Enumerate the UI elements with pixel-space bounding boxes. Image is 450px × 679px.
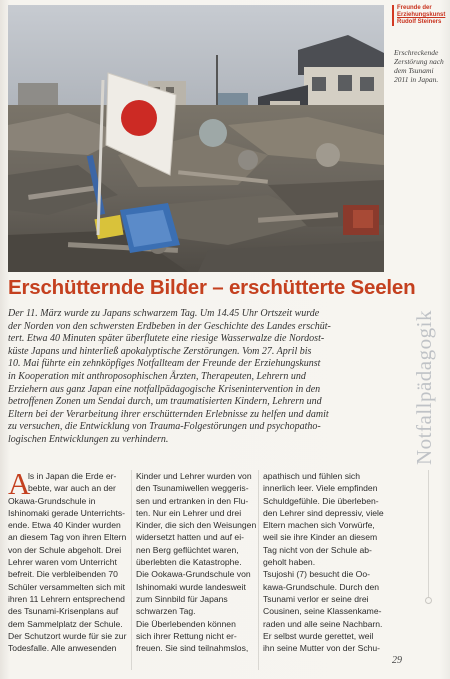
body-column-3 xyxy=(263,470,384,654)
body-line: des Tsunami-Krisenplans auf xyxy=(8,606,119,617)
caption-line: Erschreckende xyxy=(394,48,439,57)
logo-line-2: Erziehungskunst xyxy=(397,12,446,18)
section-label: Notfallpädagogik xyxy=(412,310,436,465)
lead-line: der Norden von den schwersten Erdbeben in der Geschichte des Landes erschüt- xyxy=(8,320,331,332)
lead-line: 10. Mai führte ein zehnköpfiges Notfallteam der Freunde der Erziehungskunst xyxy=(8,358,321,370)
body-line: den Lehrer sind depressiv, viele xyxy=(263,507,384,518)
decorative-rule xyxy=(428,470,429,600)
body-line: innerlich leer. Viele empfinden xyxy=(263,483,378,494)
body-line: Schüler versammelten sich mit xyxy=(8,581,126,592)
body-line: ls in Japan die Erde er- xyxy=(28,471,117,481)
body-line: Der Schutzort wurde für sie zur xyxy=(8,630,127,641)
lead-line: küste Japans und hinterließ apokalyptische Zerstörungen. Vom 27. April bis xyxy=(8,345,312,357)
article-headline: Erschütternde Bilder – erschütterte Seelen xyxy=(8,276,416,299)
lead-line: in Kooperation mit anthroposophischen Ärzten, Therapeuten, Lehrern und xyxy=(8,370,306,382)
body-line: überlebten die Katastrophe. xyxy=(136,557,242,568)
body-line: geholt haben. xyxy=(263,557,316,568)
body-line: Okawa-Grundschule in xyxy=(8,495,96,506)
column-divider xyxy=(131,470,132,670)
lead-paragraph xyxy=(8,308,385,447)
body-line: apathisch und fühlen sich xyxy=(263,471,360,481)
lead-line: zu versuchen, die Entwicklung von Trauma-Folgestörungen und psychopatho- xyxy=(8,421,321,433)
body-line: Kinder und Lehrer wurden von xyxy=(136,471,252,481)
body-line: Er selbst wurde gerettet, weil xyxy=(263,630,374,641)
body-line: weil sie ihre Kinder an diesem xyxy=(263,532,378,543)
photo-illustration xyxy=(8,5,384,272)
body-line: den Tsunamiwellen weggeris- xyxy=(136,483,249,494)
body-line: Tsunami verlor er seine drei xyxy=(263,593,369,604)
lead-line: logischen Entwicklungen zu verhindern. xyxy=(8,433,169,445)
body-line: Die Ookawa-Grundschule von xyxy=(136,569,251,580)
caption-line: 2011 in Japan. xyxy=(394,75,439,84)
body-line: ten. Nur ein Lehrer und drei xyxy=(136,507,242,518)
body-line: sen und ertranken in den Flu- xyxy=(136,495,249,506)
body-line: raden und alle seine Nachbarn. xyxy=(263,618,383,629)
tsunami-destruction-photo xyxy=(8,5,384,272)
body-line: ihn seine Mutter von der Schu- xyxy=(263,643,381,654)
body-line: befreit. Die verbleibenden 70 xyxy=(8,569,118,580)
body-line: Lehrer waren vom Unterricht xyxy=(8,557,117,568)
body-line: Ishinomaki wurde landesweit xyxy=(136,581,246,592)
logo-line-1: Freunde der xyxy=(397,5,432,11)
body-line: sich ihrer Rettung nicht er- xyxy=(136,630,237,641)
body-line: bebte, war auch an der xyxy=(28,483,116,494)
body-line: schwarzen Tag. xyxy=(136,606,196,617)
body-line: von der Schule abgeholt. Drei xyxy=(8,544,122,555)
body-line: Kinder, die sich den Weisungen xyxy=(136,520,257,531)
publisher-logo xyxy=(392,5,447,26)
body-line: Ishinomaki gerade Unterrichts- xyxy=(8,507,126,518)
caption-line: Zerstörung nach xyxy=(394,57,444,66)
page-number: 29 xyxy=(392,655,402,666)
body-line: Die Überlebenden können xyxy=(136,618,236,629)
body-line: Tag nicht von der Schule ab- xyxy=(263,544,372,555)
body-line: zum Sinnbild für Japans xyxy=(136,593,228,604)
lead-line: Der 11. März wurde zu Japans schwarzem Tag. Um 14.45 Uhr Ortszeit wurde xyxy=(8,308,320,319)
logo-line-3: Rudolf Steiners xyxy=(397,19,442,25)
body-column-2 xyxy=(136,470,257,654)
body-column-1 xyxy=(8,466,127,654)
caption-line: dem Tsunami xyxy=(394,66,434,75)
body-line: freuen. Sie sind teilnahmslos, xyxy=(136,643,249,654)
decorative-circle-icon xyxy=(425,597,432,604)
body-line: nen Berg geflüchtet waren, xyxy=(136,544,239,555)
photo-caption xyxy=(394,48,448,84)
body-line: ihren 11 Lehrern entsprechend xyxy=(8,593,125,604)
lead-line: Erziehern aus ganz Japan eine notfallpädagogische Krisenintervention in den xyxy=(8,383,321,395)
body-line: Tsujoshi (7) besucht die Oo- xyxy=(263,569,370,580)
body-line: Cousinen, seine Klassenkame- xyxy=(263,606,382,617)
body-line: ende. Etwa 40 Kinder wurden xyxy=(8,520,121,531)
drop-cap: A xyxy=(8,466,31,501)
lead-line: tert. Etwa 40 Minuten später überflutete eine riesige Wasserwalze die Nordost- xyxy=(8,333,325,345)
column-divider xyxy=(258,470,259,670)
lead-line: betroffenen Zonen um Sendai durch, um traumatisierten Kindern, Lehrern und xyxy=(8,396,322,408)
body-line: Todesfalle. Alle anwesenden xyxy=(8,643,117,654)
body-line: Eltern machen sich Vorwürfe, xyxy=(263,520,375,531)
body-line: Schuldgefühle. Die überleben- xyxy=(263,495,379,506)
body-line: an diesem Tag von ihren Eltern xyxy=(8,532,127,543)
body-line: widersetzt hatten und auf ei- xyxy=(136,532,244,543)
lead-line: Eltern bei der Verarbeitung ihrer erschütternden Erlebnisse zu helfen und damit xyxy=(8,408,329,420)
body-line: kawa-Grundschule. Durch den xyxy=(263,581,380,592)
body-line: dem Sammelplatz der Schule. xyxy=(8,618,123,629)
